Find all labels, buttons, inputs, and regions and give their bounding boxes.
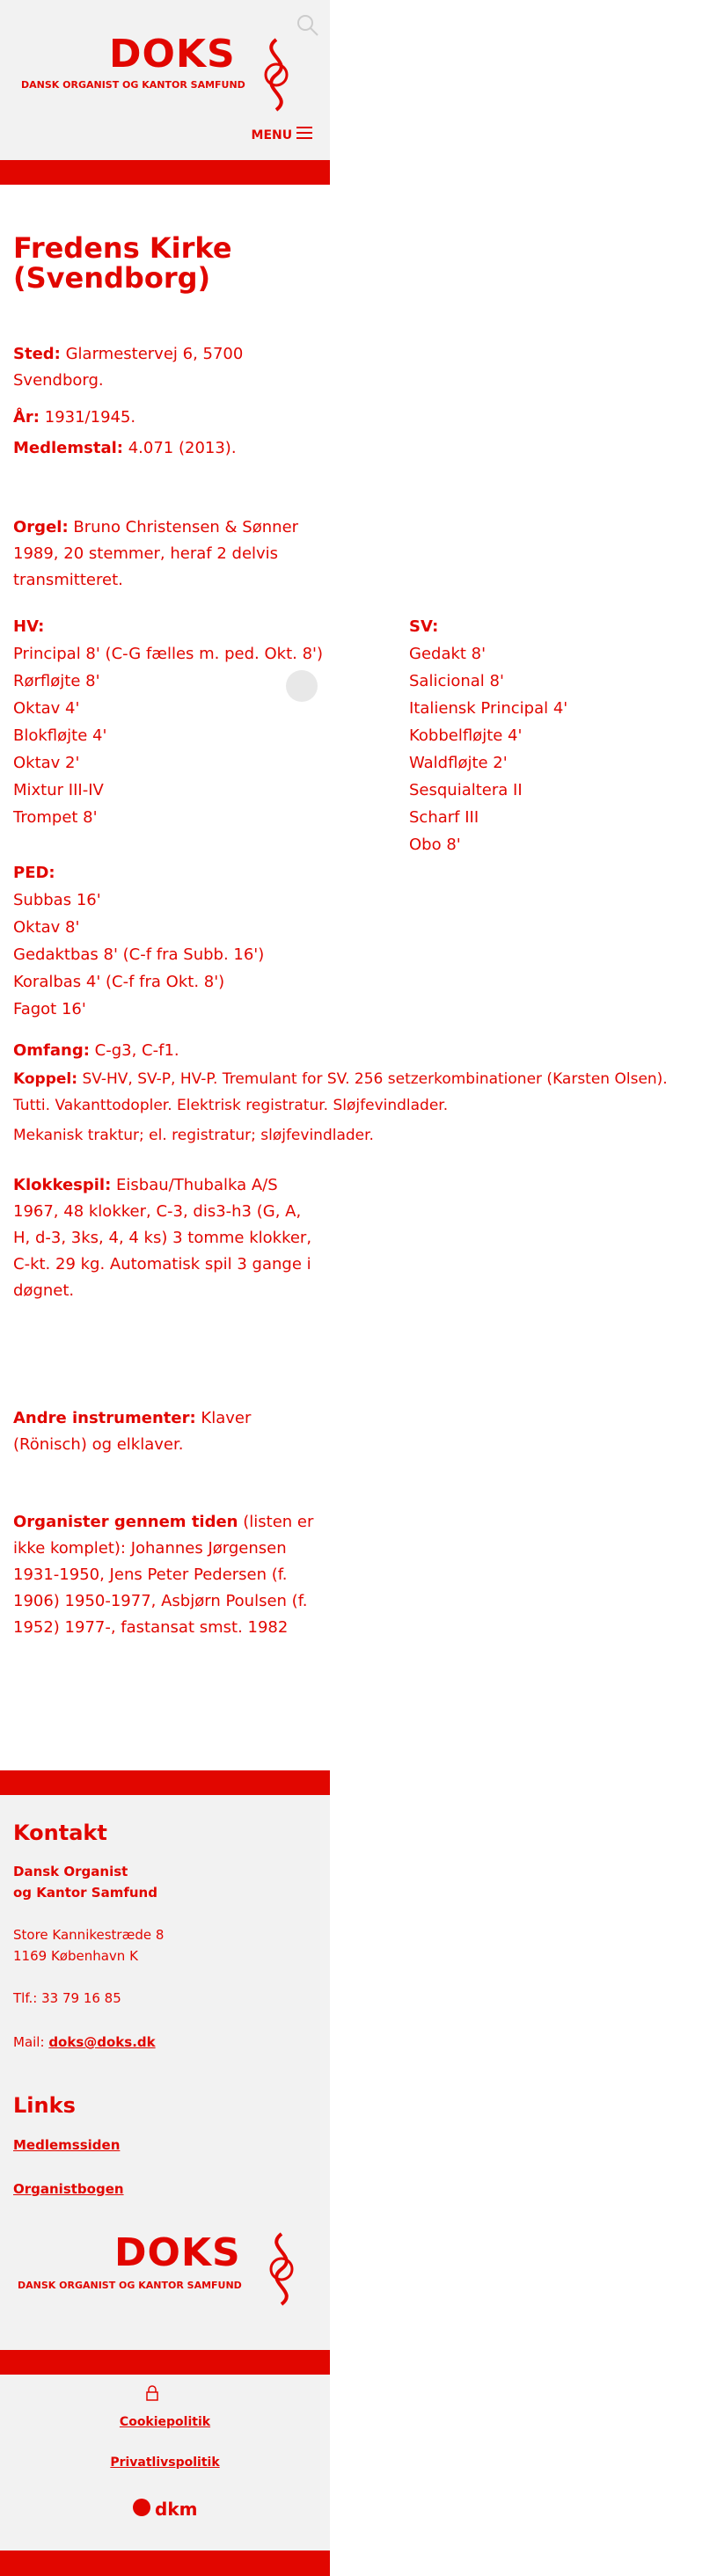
medlemstal-value: 4.071 (2013). — [128, 439, 237, 457]
list-item: Oktav 2' — [13, 754, 80, 772]
privacy-policy-link[interactable]: Privatlivspolitik — [110, 2456, 220, 2470]
list-item: Trompet 8' — [13, 808, 98, 827]
traktur-paragraph — [13, 1122, 699, 1149]
ar-value: 1931/1945. — [44, 408, 136, 427]
list-item: Oktav 4' — [13, 699, 80, 718]
koppel-value: SV-HV, SV-P, HV-P. Tremulant for SV. 256 setzerkombinationer (Karsten Olsen). Tutti. Vakanttodopler. Elektrisk registratur. Sløjfevindlader. — [13, 1070, 668, 1114]
footer-org-line2: og Kantor Samfund — [13, 1885, 157, 1901]
footer-red-bar — [0, 1770, 330, 1795]
site-logo[interactable] — [21, 32, 311, 123]
sted-paragraph — [13, 341, 321, 394]
list-item: Waldfløjte 2' — [409, 754, 508, 772]
orgel-paragraph — [13, 514, 321, 594]
organister-label: Organister gennem tiden — [13, 1513, 238, 1531]
hamburger-icon — [296, 127, 312, 142]
footer-mail-link[interactable]: doks@doks.dk — [48, 2034, 156, 2050]
klokkespil-value: Eisbau/Thubalka A/S 1967, 48 klokker, C-3, dis3-h3 (G, A, H, d-3, 3ks, 4, 4 ks) 3 tomme klokker, C-kt. 29 kg. Automatisk spil 3 gange i døgnet. — [13, 1176, 312, 1300]
orgel-value: Bruno Christensen & Sønner 1989, 20 stemmer, heraf 2 delvis transmitteret. — [13, 518, 299, 589]
klokkespil-paragraph — [13, 1172, 321, 1304]
list-item: Koralbas 4' (C-f fra Okt. 8') — [13, 973, 225, 991]
orgel-label: Orgel: — [13, 518, 69, 536]
scroll-indicator-icon — [284, 668, 319, 707]
footer-kontakt-heading: Kontakt — [13, 1821, 107, 1845]
lock-icon — [145, 2385, 159, 2405]
footer-address-line2: 1169 København K — [13, 1948, 138, 1964]
ped-label: PED: — [13, 864, 55, 882]
list-item: Mixtur III-IV — [13, 781, 104, 799]
list-item: Fagot 16' — [13, 1000, 86, 1018]
list-item: Principal 8' (C-G fælles m. ped. Okt. 8') — [13, 645, 324, 663]
koppel-paragraph — [13, 1066, 699, 1119]
list-item: Obo 8' — [409, 836, 461, 854]
sv-label: SV: — [409, 617, 439, 636]
footer-org-line1: Dansk Organist — [13, 1864, 128, 1879]
footer-logo-text: DOKS — [114, 2230, 241, 2275]
list-item: Scharf III — [409, 808, 479, 827]
menu-button[interactable] — [252, 127, 312, 142]
list-item: Gedakt 8' — [409, 645, 487, 663]
list-item: Sesquialtera II — [409, 781, 523, 799]
list-item: Subbas 16' — [13, 891, 101, 909]
header-red-bar — [0, 160, 330, 185]
list-item: Italiensk Principal 4' — [409, 699, 568, 718]
top-placeholder — [238, 12, 241, 26]
list-item: Gedaktbas 8' (C-f fra Subb. 16') — [13, 945, 265, 964]
organister-value: (listen er ikke komplet): Johannes Jørgensen 1931-1950, Jens Peter Pedersen (f. 1906) 1950-1977, Asbjørn Poulsen (f. 1952) 1977-, fastansat smst. 1982 — [13, 1513, 314, 1637]
omfang-label: Omfang: — [13, 1041, 90, 1060]
page-bottom-red-bar — [0, 2550, 330, 2576]
footer-phone: Tlf.: 33 79 16 85 — [13, 1990, 121, 2006]
omfang-value: C-g3, C-f1. — [94, 1041, 179, 1060]
dkm-logo[interactable] — [132, 2498, 197, 2521]
andre-value: Klaver (Rönisch) og elklaver. — [13, 1409, 252, 1454]
ped-register-list — [13, 859, 383, 1023]
hv-register-list — [13, 613, 383, 831]
footer-bottom-red-bar — [0, 2350, 330, 2375]
andre-label: Andre instrumenter: — [13, 1409, 196, 1427]
footer-bottom — [0, 2375, 330, 2576]
footer-address-line1: Store Kannikestræde 8 — [13, 1927, 165, 1943]
ar-label: År: — [13, 408, 40, 427]
dkm-circle-icon — [132, 2498, 151, 2521]
medlemstal-label: Medlemstal: — [13, 439, 123, 457]
footer-logo[interactable] — [18, 2225, 308, 2322]
logo-emblem-icon — [254, 35, 298, 118]
list-item: Salicional 8' — [409, 672, 504, 690]
menu-bar — [0, 123, 330, 150]
footer-mail — [13, 2032, 156, 2053]
logo-text: DOKS — [109, 32, 236, 77]
menu-label: MENU — [251, 128, 293, 142]
hv-label: HV: — [13, 617, 45, 636]
footer-links-heading: Links — [13, 2093, 76, 2118]
footer-link-organistbogen[interactable]: Organistbogen — [13, 2181, 124, 2197]
list-item: Rørfløjte 8' — [13, 672, 100, 690]
logo-subtitle: DANSK ORGANIST OG KANTOR SAMFUND — [21, 79, 245, 91]
sted-value: Glarmestervej 6, 5700 Svendborg. — [13, 345, 244, 390]
list-item: Oktav 8' — [13, 918, 80, 937]
traktur-value: Mekanisk traktur; el. registratur; sløjfevindlader. — [13, 1127, 374, 1144]
sted-label: Sted: — [13, 345, 61, 363]
koppel-label: Koppel: — [13, 1070, 78, 1088]
footer-logo-emblem-icon — [260, 2229, 304, 2312]
footer-mail-label: Mail: — [13, 2034, 45, 2050]
list-item: Blokfløjte 4' — [13, 726, 107, 745]
footer-link-medlemssiden[interactable]: Medlemssiden — [13, 2137, 121, 2153]
list-item: Kobbelfløjte 4' — [409, 726, 523, 745]
cookie-policy-link[interactable]: Cookiepolitik — [119, 2415, 211, 2429]
page-title: Fredens Kirke (Svendborg) — [13, 231, 232, 295]
footer-logo-subtitle: DANSK ORGANIST OG KANTOR SAMFUND — [18, 2280, 242, 2291]
medlemstal-paragraph — [13, 435, 321, 462]
dkm-text: dkm — [155, 2499, 198, 2520]
ar-paragraph — [13, 405, 321, 431]
omfang-paragraph — [13, 1038, 682, 1064]
organister-paragraph — [13, 1509, 321, 1641]
klokkespil-label: Klokkespil: — [13, 1176, 112, 1194]
andre-paragraph — [13, 1405, 321, 1458]
sv-register-list — [409, 613, 691, 858]
